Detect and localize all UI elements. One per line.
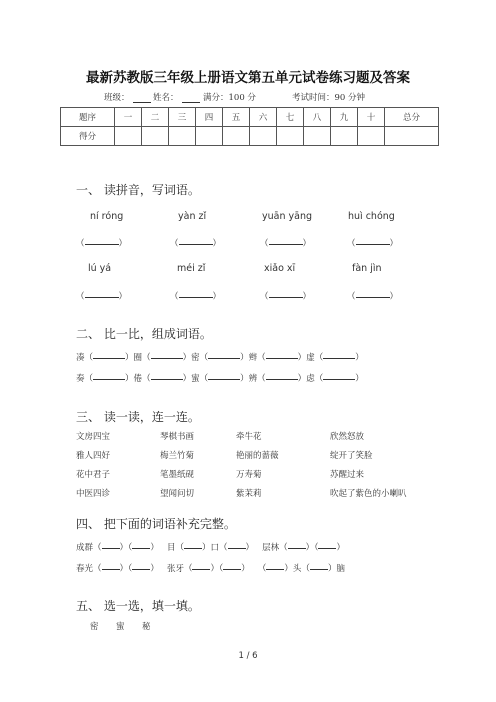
- answer-box[interactable]: （ ）: [170, 289, 221, 302]
- score-header-row: [61, 108, 439, 127]
- answer-box[interactable]: （ ）: [260, 289, 311, 302]
- pinyin: méi zǐ: [177, 263, 206, 274]
- section-3-heading: 三、 读一读，连一连。: [76, 410, 200, 424]
- full-score: 满分：100 分: [203, 93, 256, 103]
- blank[interactable]: [102, 561, 120, 570]
- class-label: 班级：: [104, 93, 130, 103]
- match-item[interactable]: 牵牛花: [236, 432, 262, 442]
- section-2-heading: 二、 比一比，组成词语。: [76, 327, 212, 341]
- section-1-heading: 一、 读拼音，写词语。: [76, 183, 200, 197]
- section-4-heading: 四、 把下面的词语补充完整。: [76, 517, 236, 531]
- blank[interactable]: [310, 561, 328, 570]
- score-header-cell: 三: [169, 108, 196, 127]
- option-word: 蜜: [116, 622, 125, 632]
- score-value-row: [61, 127, 439, 146]
- score-cell[interactable]: [196, 127, 223, 146]
- match-item[interactable]: 梅兰竹菊: [160, 451, 195, 461]
- match-item[interactable]: 苏醒过来: [330, 470, 365, 480]
- blank[interactable]: [192, 561, 210, 570]
- answer-box[interactable]: （ ）: [347, 289, 398, 302]
- pinyin: ní róng: [90, 211, 124, 222]
- score-cell[interactable]: [385, 127, 439, 146]
- compare-row-1: 凑（ ）圈（ ）密（ ）辫（ ）虚（ ）: [76, 350, 364, 363]
- compare-row-2: 奏（ ）倦（ ）蜜（ ）辨（ ）虑（ ）: [76, 371, 364, 384]
- blank[interactable]: [208, 350, 240, 359]
- score-header-cell: 二: [142, 108, 169, 127]
- blank[interactable]: [132, 561, 150, 570]
- section-5-heading: 五、 选一选，填一填。: [76, 599, 200, 613]
- idiom-row-2: 春光（ ）（ ） 张牙（ ）（ ） （ ）头（ ）脑: [76, 561, 345, 574]
- blank[interactable]: [266, 561, 284, 570]
- page-number: 1 / 6: [238, 651, 258, 661]
- match-item[interactable]: 绽开了笑脸: [330, 451, 373, 461]
- blank[interactable]: [151, 350, 183, 359]
- match-item[interactable]: 中医四诊: [76, 489, 111, 499]
- blank[interactable]: [208, 371, 240, 380]
- match-item[interactable]: 雅人四好: [76, 451, 111, 461]
- name-label: 姓名：: [153, 93, 179, 103]
- blank[interactable]: [93, 371, 125, 380]
- score-cell[interactable]: [169, 127, 196, 146]
- pinyin: xiǎo xī: [264, 263, 296, 274]
- match-item[interactable]: 笔墨纸砚: [160, 470, 195, 480]
- score-cell[interactable]: [250, 127, 277, 146]
- answer-box[interactable]: （ ）: [76, 236, 127, 249]
- match-item[interactable]: 紫茉莉: [236, 489, 262, 499]
- pinyin: lú yá: [88, 263, 112, 274]
- match-item[interactable]: 艳丽的蔷薇: [236, 451, 279, 461]
- score-row-label: 得分: [61, 127, 115, 146]
- match-item[interactable]: 望闻问切: [160, 489, 195, 499]
- score-header-cell: 五: [223, 108, 250, 127]
- score-header-cell: 总分: [385, 108, 439, 127]
- page-title: 最新苏教版三年级上册语文第五单元试卷练习题及答案: [86, 70, 410, 86]
- answer-box[interactable]: （ ）: [76, 289, 127, 302]
- score-header-cell: 题序: [61, 108, 115, 127]
- match-item[interactable]: 欣然怒放: [330, 432, 365, 442]
- blank[interactable]: [223, 561, 241, 570]
- blank[interactable]: [318, 540, 336, 549]
- score-cell[interactable]: [331, 127, 358, 146]
- score-header-cell: 八: [304, 108, 331, 127]
- blank[interactable]: [266, 371, 298, 380]
- score-header-cell: 六: [250, 108, 277, 127]
- score-cell[interactable]: [358, 127, 385, 146]
- score-cell[interactable]: [277, 127, 304, 146]
- score-header-cell: 九: [331, 108, 358, 127]
- score-cell[interactable]: [115, 127, 142, 146]
- blank[interactable]: [102, 540, 120, 549]
- blank[interactable]: [93, 350, 125, 359]
- score-cell[interactable]: [223, 127, 250, 146]
- answer-box[interactable]: （ ）: [347, 236, 398, 249]
- blank[interactable]: [151, 371, 183, 380]
- blank[interactable]: [266, 350, 298, 359]
- class-blank[interactable]: [133, 93, 151, 103]
- blank[interactable]: [288, 540, 306, 549]
- match-item[interactable]: 文房四宝: [76, 432, 111, 442]
- idiom-row-1: 成群（ ）（ ） 目（ ）口（ ） 层林（ ）（ ）: [76, 540, 345, 553]
- pinyin: huì chóng: [348, 211, 395, 222]
- blank[interactable]: [323, 350, 355, 359]
- blank[interactable]: [323, 371, 355, 380]
- score-cell[interactable]: [304, 127, 331, 146]
- pinyin: fàn jìn: [352, 263, 382, 274]
- option-word: 秘: [142, 622, 151, 632]
- score-header-cell: 四: [196, 108, 223, 127]
- pinyin: yuān yāng: [262, 211, 313, 222]
- match-item[interactable]: 万寿菊: [236, 470, 262, 480]
- score-table: [60, 107, 439, 146]
- blank[interactable]: [228, 540, 246, 549]
- exam-time: 考试时间：90 分钟: [292, 93, 366, 103]
- answer-box[interactable]: （ ）: [260, 236, 311, 249]
- score-header-cell: 十: [358, 108, 385, 127]
- score-header-cell: 一: [115, 108, 142, 127]
- match-item[interactable]: 吹起了紫色的小喇叭: [330, 489, 407, 499]
- name-blank[interactable]: [182, 93, 200, 103]
- answer-box[interactable]: （ ）: [170, 236, 221, 249]
- score-cell[interactable]: [142, 127, 169, 146]
- score-header-cell: 七: [277, 108, 304, 127]
- match-item[interactable]: 琴棋书画: [160, 432, 195, 442]
- match-item[interactable]: 花中君子: [76, 470, 111, 480]
- blank[interactable]: [132, 540, 150, 549]
- blank[interactable]: [184, 540, 202, 549]
- option-word: 密: [90, 622, 99, 632]
- pinyin: yàn zǐ: [178, 211, 207, 222]
